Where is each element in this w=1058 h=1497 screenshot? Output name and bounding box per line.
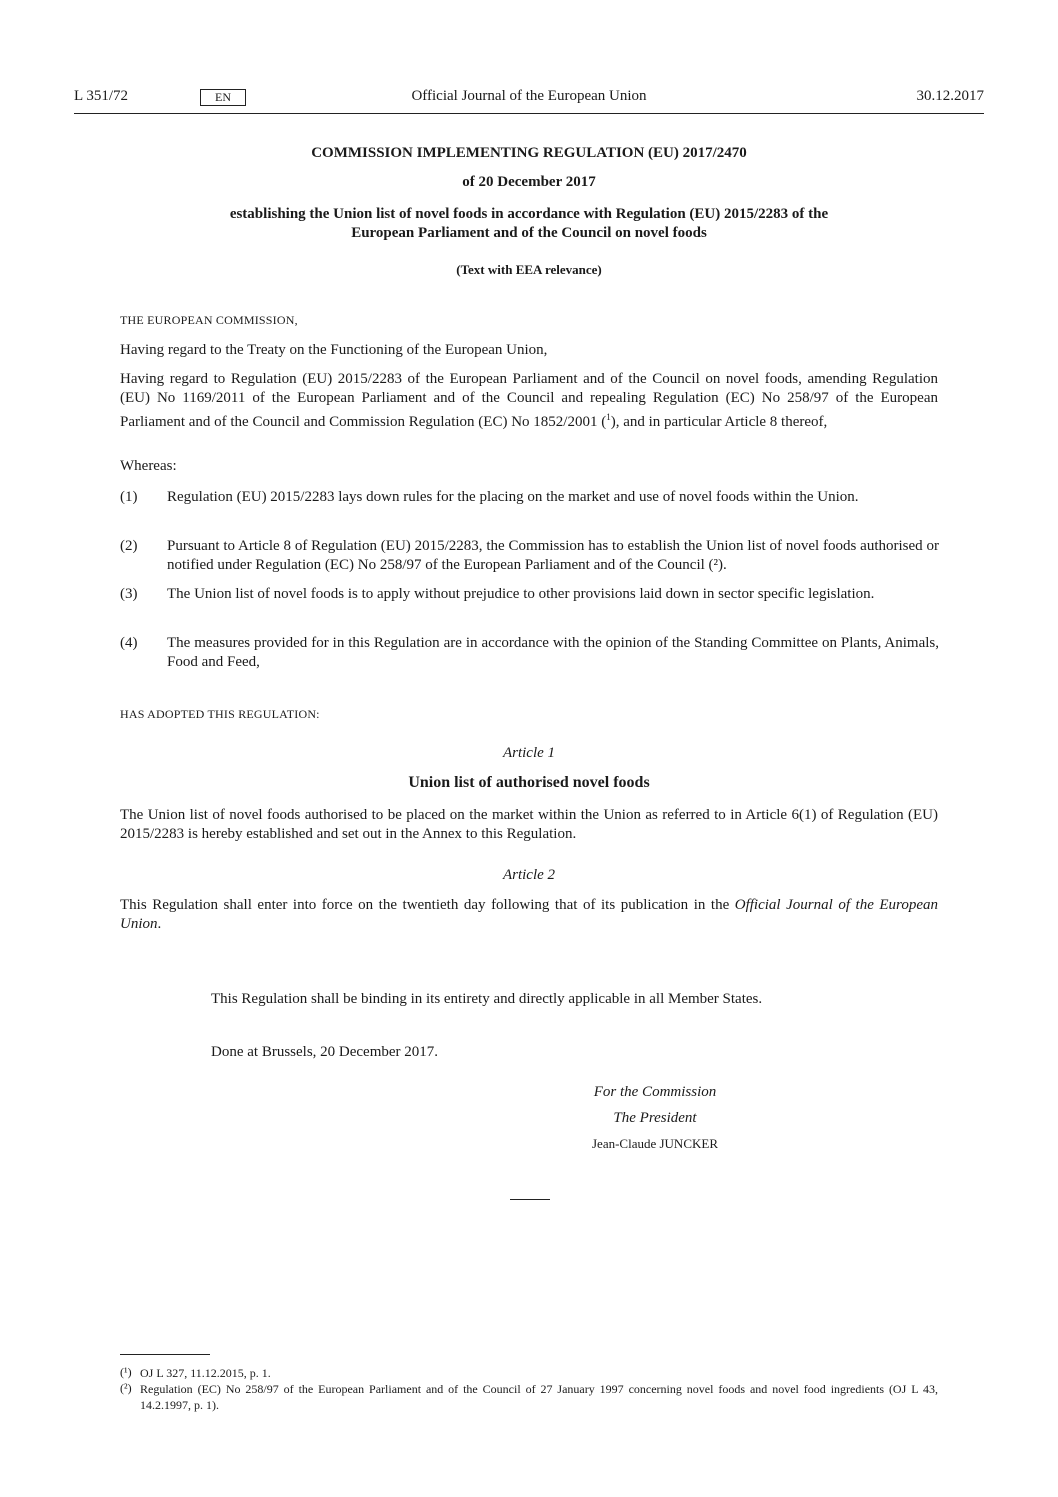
adopted-heading: HAS ADOPTED THIS REGULATION:	[120, 707, 320, 721]
article-1-label: Article 1	[502, 745, 556, 761]
regulation-date: of 20 December 2017	[462, 174, 596, 190]
subtitle-line-2: European Parliament and of the Council on novel foods	[351, 225, 707, 241]
recital-text: The Union list of novel foods is to apply without prejudice to other provisions laid down in sector specific legislation.	[167, 586, 875, 602]
header-divider	[74, 113, 984, 114]
footnote-number: (²)	[120, 1381, 132, 1395]
commission-heading: THE EUROPEAN COMMISSION,	[120, 313, 298, 327]
recital-text: The measures provided for in this Regulation are in accordance with the opinion of the Standing Committee on Plants, Animals, Food and Feed,	[167, 635, 939, 670]
journal-title: Official Journal of the European Union	[411, 88, 647, 104]
footnote-number: (¹)	[120, 1365, 132, 1379]
whereas-label: Whereas:	[120, 458, 177, 474]
article-2-text-main: This Regulation shall enter into force on the twentieth day following that of its publication in the	[120, 897, 735, 913]
regulation-reference-text: Having regard to Regulation (EU) 2015/2283 of the European Parliament and of the Council on novel foods, amending Regulation (EU) No 1169/2011 of the European Parliament and of the Council and repealing Regulation (EC) No 258/97 of the European Parliament and of the Council and Commission Regulation (EC) No 1852/2001 (	[120, 371, 938, 430]
regulation-subtitle	[74, 205, 984, 243]
recital-number: (4)	[120, 635, 138, 651]
article-2-label: Article 2	[502, 867, 556, 883]
treaty-reference: Having regard to the Treaty on the Functioning of the European Union,	[120, 342, 548, 358]
language-badge: EN	[200, 89, 246, 106]
regulation-reference	[120, 370, 938, 432]
recital-number: (2)	[120, 538, 138, 554]
signature-role: The President	[613, 1110, 697, 1126]
regulation-reference-end: ), and in particular Article 8 thereof,	[610, 414, 828, 430]
signature-for: For the Commission	[593, 1084, 717, 1100]
footnote-rule	[120, 1354, 210, 1355]
done-at: Done at Brussels, 20 December 2017.	[211, 1044, 439, 1060]
eea-relevance: (Text with EEA relevance)	[456, 262, 602, 277]
page-reference: L 351/72	[74, 88, 129, 104]
publication-date: 30.12.2017	[916, 88, 984, 104]
footnote-text: OJ L 327, 11.12.2015, p. 1.	[140, 1366, 271, 1380]
journal-name: Official Journal of the European Union	[120, 897, 938, 932]
recital-text: Pursuant to Article 8 of Regulation (EU) 2015/2283, the Commission has to establish the Union list of novel foods authorised or notified under Regulation (EC) No 258/97 of the European Parliament and of the Council (²).	[167, 538, 939, 573]
recital-number: (1)	[120, 489, 138, 505]
article-1-text: The Union list of novel foods authorised to be placed on the market within the Union as referred to in Article 6(1) of Regulation (EU) 2015/2283 is hereby established and set out in the Annex to this Regulation.	[120, 807, 938, 842]
subtitle-line-1: establishing the Union list of novel foods in accordance with Regulation (EU) 2015/2283 of the	[229, 206, 829, 222]
article-2-text	[120, 896, 938, 934]
article-2-text-end: .	[157, 916, 162, 932]
recital-number: (3)	[120, 586, 138, 602]
footnote-ref-1[interactable]: 1	[606, 412, 611, 422]
binding-statement: This Regulation shall be binding in its entirety and directly applicable in all Member States.	[211, 991, 763, 1007]
article-1-title: Union list of authorised novel foods	[408, 774, 650, 791]
end-rule	[510, 1199, 550, 1200]
recital-text: Regulation (EU) 2015/2283 lays down rules for the placing on the market and use of novel foods within the Union.	[167, 489, 859, 505]
regulation-title: COMMISSION IMPLEMENTING REGULATION (EU) 2017/2470	[311, 145, 747, 161]
signature-name: Jean-Claude JUNCKER	[591, 1136, 718, 1151]
footnote-text: Regulation (EC) No 258/97 of the European Parliament and of the Council of 27 January 1997 concerning novel foods and novel food ingredients (OJ L 43, 14.2.1997, p. 1).	[140, 1382, 938, 1412]
